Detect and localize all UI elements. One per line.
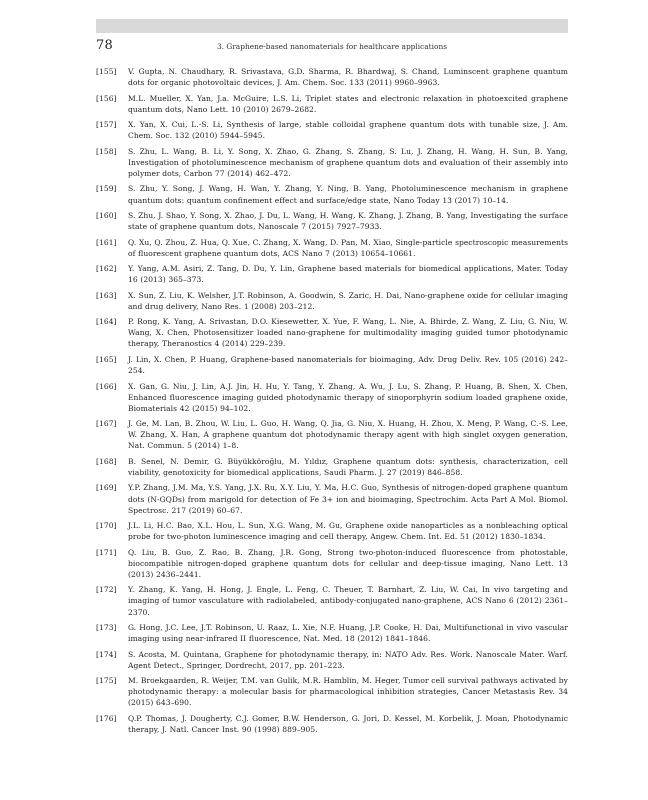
reference-item (96, 584, 568, 617)
reference-item (96, 66, 568, 88)
reference-item (96, 183, 568, 205)
page-number: 78 (96, 38, 113, 53)
reference-number: [163] (96, 290, 117, 300)
reference-number: [171] (96, 547, 117, 557)
reference-text: J.L. Li, H.C. Bao, X.L. Hou, L. Sun, X.G. Wang, M. Gu, Graphene oxide nanoparticles as a nonbleaching optical probe for two-photon luminescence imaging and cell therapy, Angew. Chem. Int. Ed. 51 (2012) 1830–1834. (128, 521, 568, 542)
reference-item (96, 381, 568, 414)
reference-text: J. Ge, M. Lan, B. Zhou, W. Liu, L. Guo, H. Wang, Q. Jia, G. Niu, X. Huang, H. Zhou, X. Meng, P. Wang, C.-S. Lee, W. Zhang, X. Han, A graphene quantum dot photodynamic therapy agent with high singlet oxygen generation, Nat. Commun. 5 (2014) 1–8. (128, 419, 568, 451)
reference-number: [158] (96, 146, 117, 156)
reference-text: B. Senel, N. Demir, G. Büyükköroğlu, M. Yıldız, Graphene quantum dots: synthesis, characterization, cell viability, genotoxicity for biomedical applications, Saudi Pharm. J. 27 (2019) 846–858. (128, 456, 568, 477)
reference-item (96, 237, 568, 259)
reference-text: P. Rong, K. Yang, A. Srivastan, D.O. Kiesewetter, X. Yue, F. Wang, L. Nie, A. Bhirde, Z. Wang, Z. Liu, G. Niu, W. Wang, X. Chen, Photosensitizer loaded nano-graphene for multimodality imaging guided tumor photodynamic therapy, Theranostics 4 (2014) 229–239. (128, 317, 568, 349)
reference-number: [161] (96, 237, 117, 247)
reference-text: S. Acosta, M. Quintana, Graphene for photodynamic therapy, in: NATO Adv. Res. Work. Nanoscale Mater. Warf. Agent Detect., Springer, Dordrecht, 2017, pp. 201–223. (128, 649, 568, 670)
reference-list (96, 66, 568, 739)
reference-text: M.L. Mueller, X. Yan, J.a. McGuire, L.S. Li, Triplet states and electronic relaxation in photoexcited graphene quantum dots, Nano Lett. 10 (2010) 2679–2682. (128, 93, 568, 114)
reference-item (96, 210, 568, 232)
reference-item (96, 649, 568, 671)
reference-item (96, 547, 568, 580)
reference-number: [170] (96, 521, 117, 531)
reference-text: X. Sun, Z. Liu, K. Welsher, J.T. Robinson, A. Goodwin, S. Zaric, H. Dai, Nano-graphene oxide for cellular imaging and drug delivery, Nano Res. 1 (2008) 203–212. (128, 290, 568, 311)
reference-item (96, 675, 568, 708)
reference-number: [162] (96, 264, 117, 274)
reference-number: [172] (96, 585, 117, 595)
reference-item (96, 354, 568, 376)
reference-item (96, 119, 568, 141)
reference-number: [176] (96, 713, 117, 723)
reference-text: S. Zhu, Y. Song, J. Wang, H. Wan, Y. Zhang, Y. Ning, B. Yang, Photoluminescence mechanism in graphene quantum dots: quantum confinement effect and surface/edge state, Nano Today 13 (2017) 10–14. (128, 184, 568, 205)
reference-number: [174] (96, 649, 117, 659)
reference-text: Y. Zhang, K. Yang, H. Hong, J. Engle, L. Feng, C. Theuer, T. Barnhart, Z. Liu, W. Cai, In vivo targeting and imaging of tumor vasculature with radiolabeled, antibody-conjugated nano-graphene, ACS Nano 6 (2012) 2361–2370. (128, 585, 568, 617)
reference-number: [169] (96, 483, 117, 493)
reference-item (96, 146, 568, 179)
reference-item (96, 520, 568, 542)
reference-number: [166] (96, 381, 117, 391)
reference-item (96, 418, 568, 451)
reference-item (96, 456, 568, 478)
reference-number: [173] (96, 623, 117, 633)
reference-text: Q. Liu, B. Guo, Z. Rao, B. Zhang, J.R. Gong, Strong two-photon-induced fluorescence from photostable, biocompatible nitrogen-doped graphene quantum dots for cellular and deep-tissue imaging, Nano Lett. 13 (2013) 2436–2441. (128, 547, 568, 579)
reference-text: G. Hong, J.C. Lee, J.T. Robinson, U. Raaz, L. Xie, N.F. Huang, J.P. Cooke, H. Dai, Multifunctional in vivo vascular imaging using near-infrared II fluorescence, Nat. Med. 18 (2012) 1841–1846. (128, 623, 568, 644)
running-head: 3. Graphene-based nanomaterials for healthcare applications (216, 42, 448, 51)
reference-item (96, 290, 568, 312)
reference-number: [167] (96, 419, 117, 429)
reference-number: [168] (96, 456, 117, 466)
reference-item (96, 93, 568, 115)
reference-number: [159] (96, 184, 117, 194)
reference-text: V. Gupta, N. Chaudhary, R. Srivastava, G.D. Sharma, R. Bhardwaj, S. Chand, Luminscent graphene quantum dots for organic photovoltaic devices, J. Am. Chem. Soc. 133 (2011) 9960–9963. (128, 67, 568, 88)
header-bar (96, 19, 568, 33)
reference-number: [160] (96, 210, 117, 220)
reference-text: X. Gan, G. Niu, J. Lin, A.J. Jin, H. Hu, Y. Tang, Y. Zhang, A. Wu, J. Lu, S. Zhang, P. Huang, B. Shen, X. Chen, Enhanced fluorescence imaging guided photodynamic therapy of sinoporphyrin sodium loaded graphene oxide, Biomaterials 42 (2015) 94–102. (128, 381, 568, 413)
reference-item (96, 622, 568, 644)
reference-text: Q.P. Thomas, J. Dougherty, C.J. Gomer, B.W. Henderson, G. Jori, D. Kessel, M. Korbelik, J. Moan, Photodynamic therapy, J. Natl. Cancer Inst. 90 (1998) 889–905. (128, 713, 568, 734)
reference-item (96, 482, 568, 515)
reference-text: S. Zhu, L. Wang, B. Li, Y. Song, X. Zhao, G. Zhang, S. Zhang, S. Lu, J. Zhang, H. Wang, H. Sun, B. Yang, Investigation of photoluminescence mechanism of graphene quantum dots and evaluation of their assembly into polymer dots, Carbon 77 (2014) 462–472. (128, 146, 568, 178)
reference-text: Q. Xu, Q. Zhou, Z. Hua, Q. Xue, C. Zhang, X. Wang, D. Pan, M. Xiao, Single-particle spectroscopic measurements of fluorescent graphene quantum dots, ACS Nano 7 (2013) 10654–10661. (128, 237, 568, 258)
reference-number: [156] (96, 93, 117, 103)
reference-number: [157] (96, 120, 117, 130)
reference-item (96, 316, 568, 349)
reference-number: [155] (96, 67, 117, 76)
reference-number: [164] (96, 317, 117, 327)
reference-text: X. Yan, X. Cui, L.-S. Li, Synthesis of large, stable colloidal graphene quantum dots with tunable size, J. Am. Chem. Soc. 132 (2010) 5944–5945. (128, 120, 568, 141)
reference-text: J. Lin, X. Chen, P. Huang, Graphene-based nanomaterials for bioimaging, Adv. Drug Deliv. Rev. 105 (2016) 242–254. (128, 354, 568, 376)
reference-number: [175] (96, 676, 117, 686)
reference-text: M. Broekgaarden, R. Weijer, T.M. van Gulik, M.R. Hamblin, M. Heger, Tumor cell survival pathways activated by photodynamic therapy: a molecular basis for pharmacological inhibition strategies, Cancer Metastasis Rev. 34 (2015) 643–690. (128, 676, 568, 708)
reference-item (96, 263, 568, 285)
reference-text: S. Zhu, J. Shao, Y. Song, X. Zhao, J. Du, L. Wang, H. Wang, K. Zhang, J. Zhang, B. Yang, Investigating the surface state of graphene quantum dots, Nanoscale 7 (2015) 7927–7933. (128, 210, 568, 232)
reference-number: [165] (96, 354, 117, 364)
reference-text: Y.P. Zhang, J.M. Ma, Y.S. Yang, J.X. Ru, X.Y. Liu, Y. Ma, H.C. Guo, Synthesis of nitrogen-doped graphene quantum dots (N-GQDs) from marigold for detection of Fe 3+ ion and bioimaging, Spectrochim. Acta Part A Mol. Biomol. Spectrosc. 217 (2019) 60–67. (128, 483, 568, 515)
reference-item (96, 713, 568, 735)
reference-text: Y. Yang, A.M. Asiri, Z. Tang, D. Du, Y. Lin, Graphene based materials for biomedical applications, Mater. Today 16 (2013) 365–373. (128, 264, 568, 285)
